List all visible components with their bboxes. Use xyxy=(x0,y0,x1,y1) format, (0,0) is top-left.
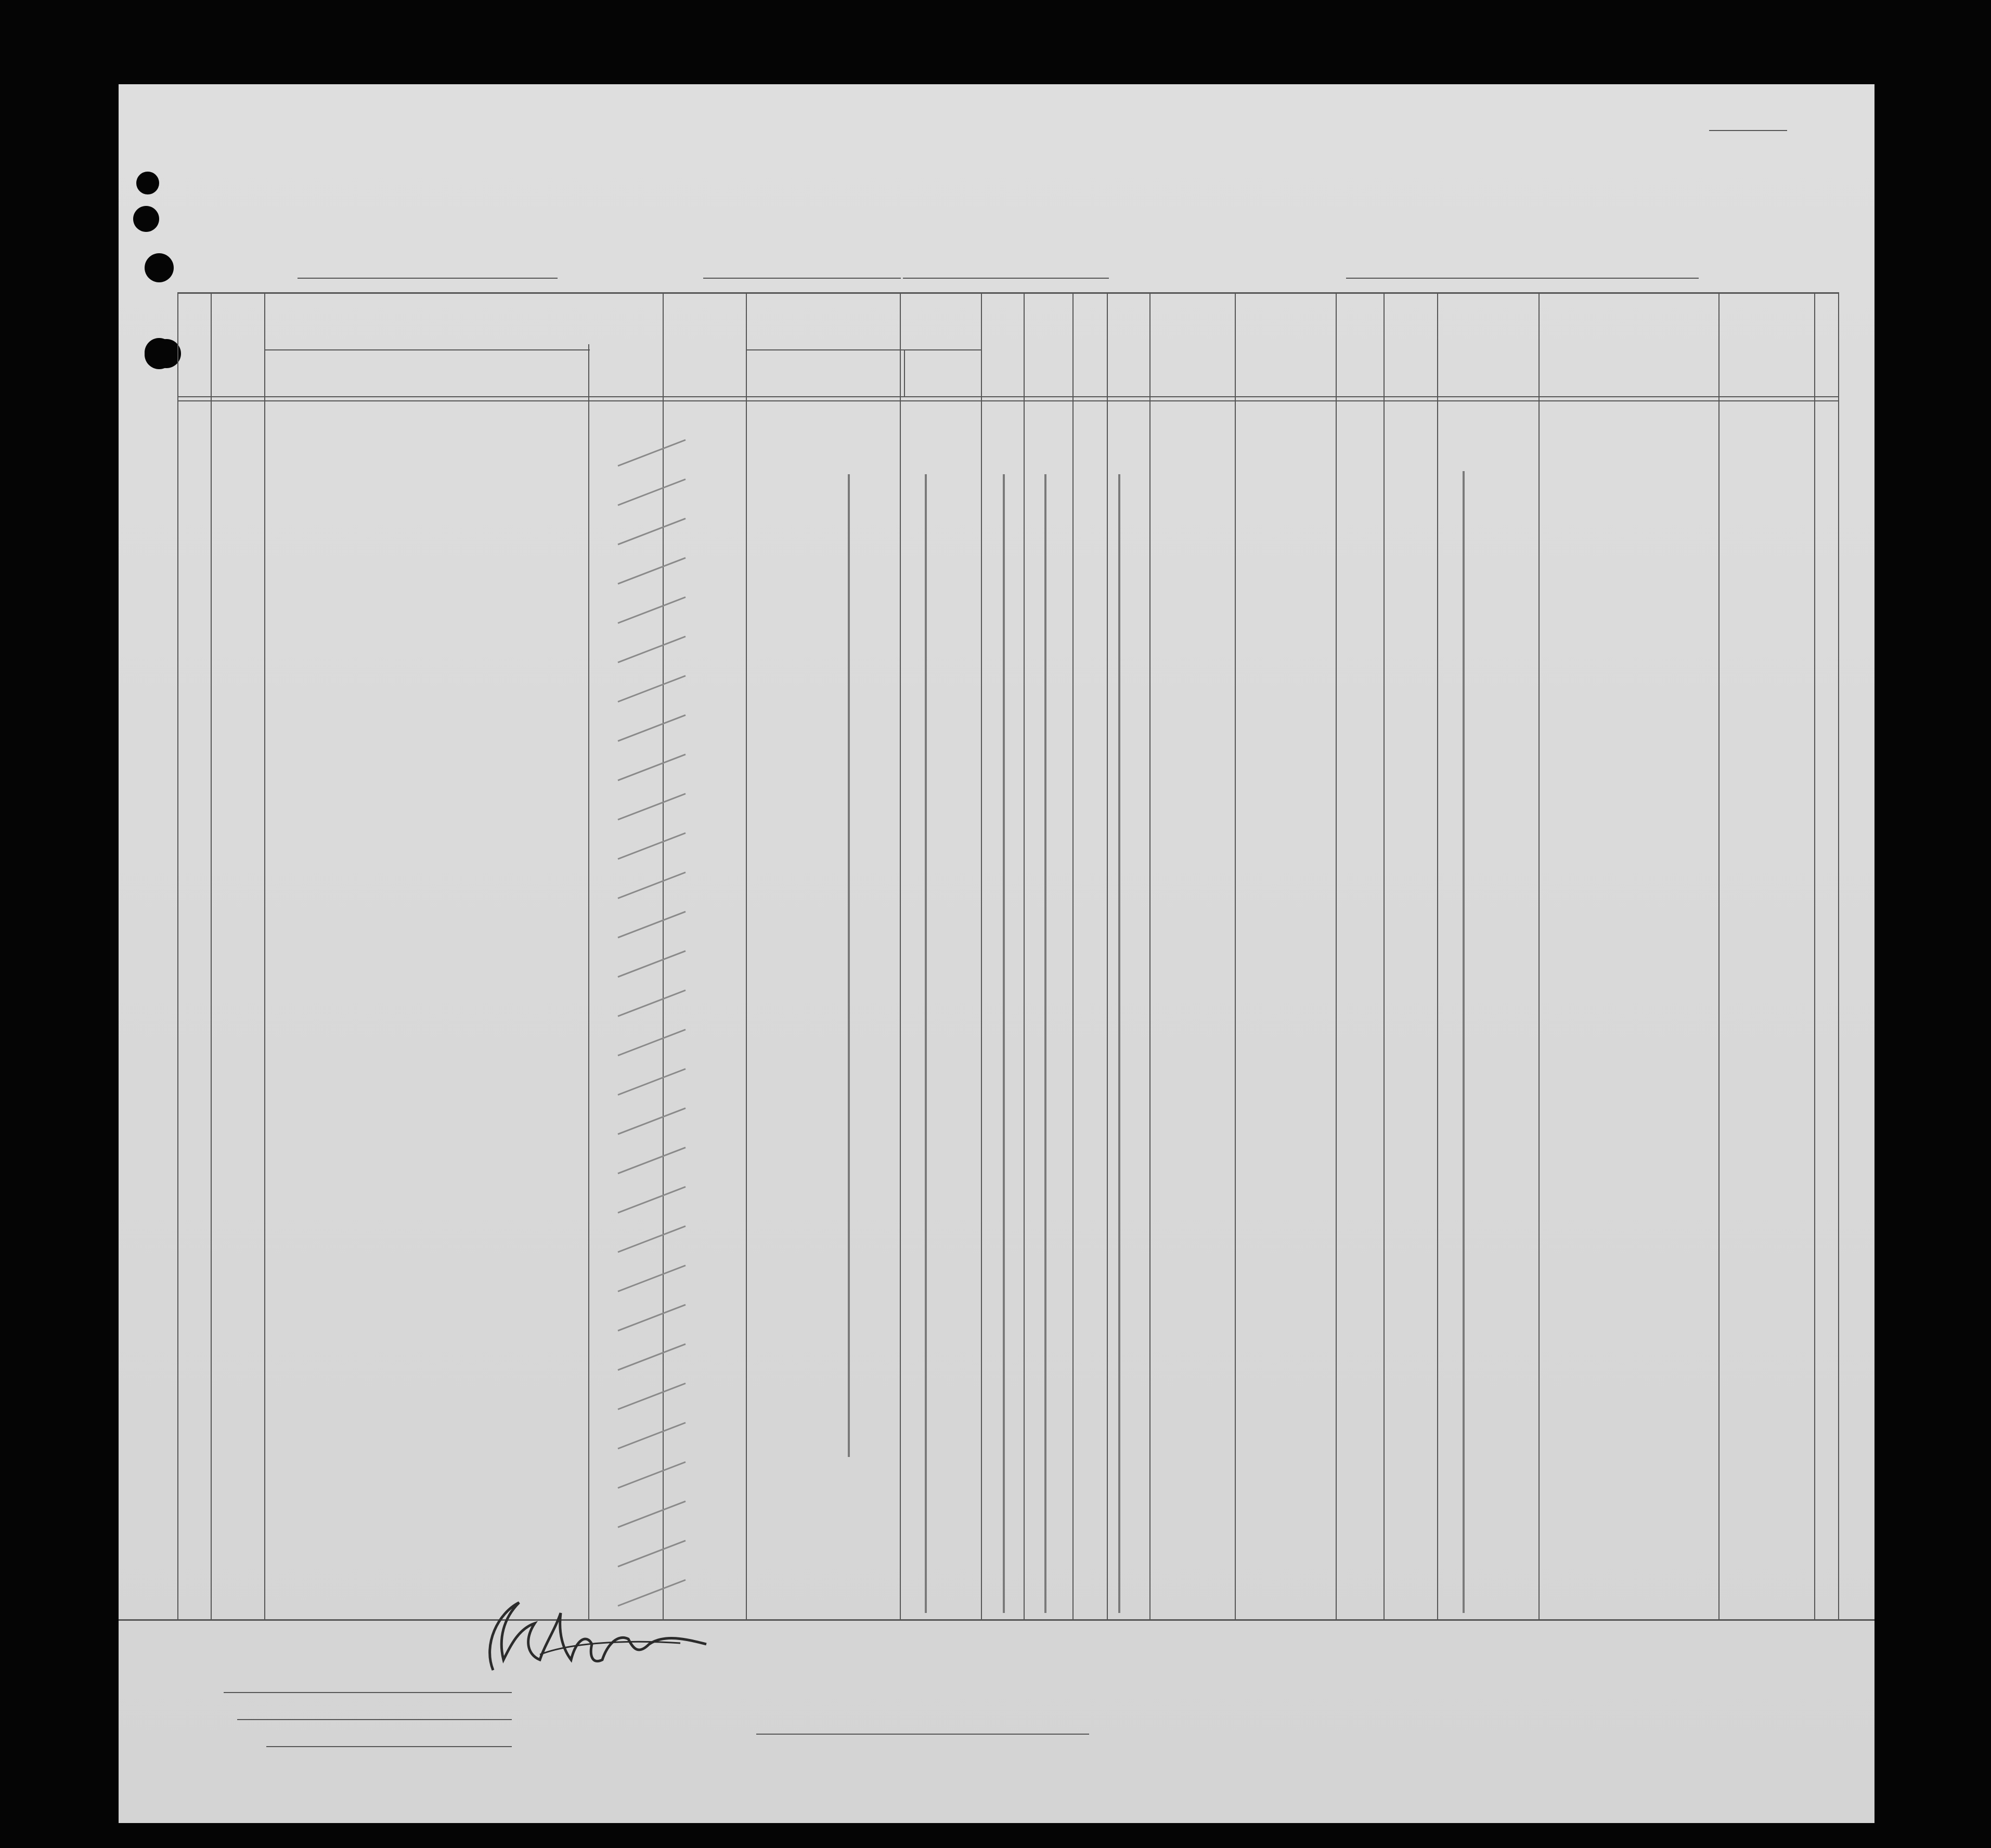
signature xyxy=(462,1582,732,1686)
length-check-mark xyxy=(618,1069,686,1095)
length-check-mark xyxy=(618,558,686,584)
length-check-mark xyxy=(618,1344,686,1370)
length-check-mark xyxy=(618,1030,686,1056)
pencil-marks xyxy=(119,84,1874,1823)
length-check-mark xyxy=(618,1541,686,1567)
length-check-mark xyxy=(618,1383,686,1409)
length-check-mark xyxy=(618,479,686,505)
length-check-mark xyxy=(618,440,686,466)
length-check-mark xyxy=(618,951,686,977)
length-check-mark xyxy=(618,1187,686,1213)
length-check-mark xyxy=(618,636,686,662)
length-check-mark xyxy=(618,833,686,859)
length-check-mark xyxy=(618,793,686,819)
length-check-mark xyxy=(618,597,686,623)
length-check-mark xyxy=(618,1148,686,1174)
length-check-mark xyxy=(618,715,686,741)
length-check-mark xyxy=(618,1423,686,1449)
length-check-mark xyxy=(618,1226,686,1252)
length-check-mark xyxy=(618,1305,686,1331)
length-check-mark xyxy=(618,873,686,899)
manifest-sheet xyxy=(119,84,1874,1823)
length-check-mark xyxy=(618,1501,686,1527)
length-check-mark xyxy=(618,676,686,702)
crew-table xyxy=(119,84,1874,1823)
length-check-mark xyxy=(618,990,686,1016)
length-check-mark xyxy=(618,912,686,938)
length-check-mark xyxy=(618,518,686,544)
length-check-mark xyxy=(618,754,686,780)
length-check-mark xyxy=(618,1266,686,1292)
length-check-mark xyxy=(618,1462,686,1488)
length-check-mark xyxy=(618,1108,686,1134)
